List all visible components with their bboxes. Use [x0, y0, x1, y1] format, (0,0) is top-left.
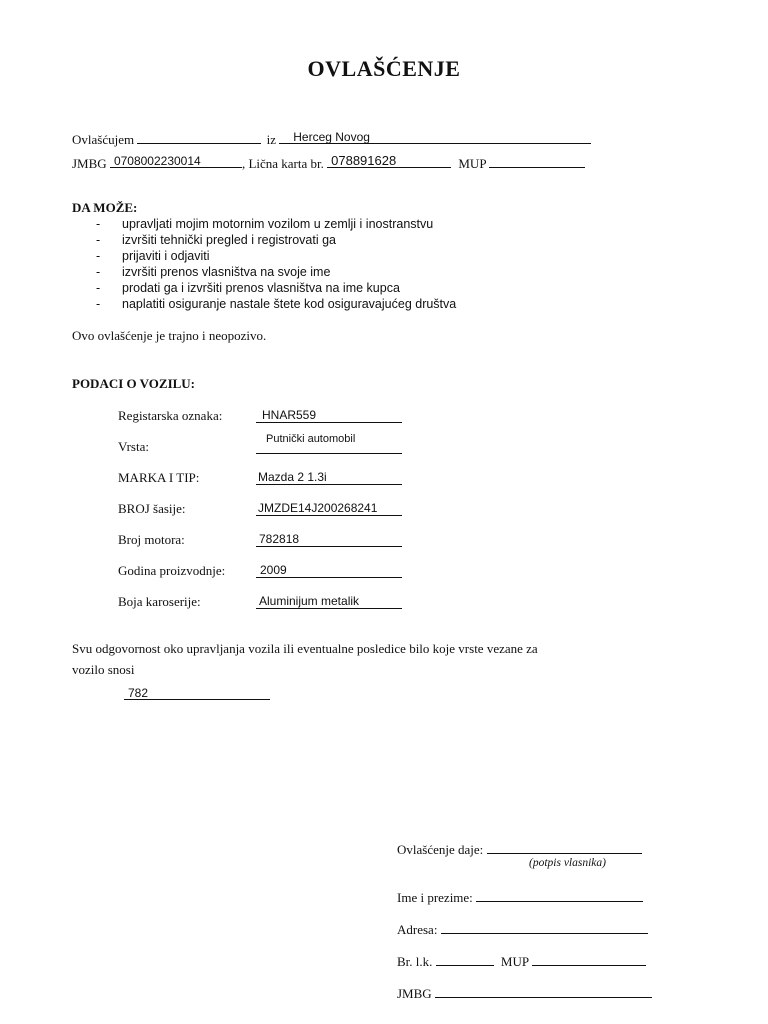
vehicle-row-boja	[118, 594, 408, 612]
odgovornost-line-1: Svu odgovornost oko upravljanja vozila ili eventualne posledice bilo koje vrste vezane za	[72, 641, 538, 656]
sig-jmbg-label: JMBG	[397, 986, 432, 1001]
header-line-1	[72, 129, 591, 148]
ime-label: Ime i prezime:	[397, 890, 473, 905]
list-item: - izvršiti tehnički pregled i registrovati ga	[96, 233, 336, 247]
sasija-field[interactable]: JMZDE14J200268241	[256, 501, 402, 516]
ovlascujem-label: Ovlašćujem	[72, 132, 135, 147]
signature-adresa-row	[397, 920, 648, 938]
motor-label: Broj motora:	[118, 532, 185, 547]
vehicle-row-godina	[118, 563, 408, 581]
daje-label: Ovlašćenje daje:	[397, 842, 484, 857]
vrsta-field[interactable]: Putnički automobil	[256, 432, 402, 454]
vehicle-row-motor	[118, 532, 408, 550]
list-item: - upravljati mojim motornim vozilom u zemlji i inostranstvu	[96, 217, 434, 231]
motor-field[interactable]: 782818	[256, 532, 402, 547]
document-title: OVLAŠĆENJE	[307, 56, 461, 81]
adresa-field[interactable]	[441, 920, 648, 934]
potpis-note: (potpis vlasnika)	[529, 857, 606, 869]
registarska-field[interactable]: HNAR559	[256, 408, 402, 423]
odgovornost-line-2: vozilo snosi	[72, 662, 135, 677]
vehicle-row-registarska	[118, 408, 408, 426]
vehicle-row-marka	[118, 470, 408, 488]
jmbg-field[interactable]: 0708002230014	[110, 154, 242, 168]
sasija-label: BROJ šasije:	[118, 501, 186, 516]
godina-field[interactable]: 2009	[256, 563, 402, 578]
vehicle-row-vrsta	[118, 432, 408, 458]
header-line-2	[72, 153, 585, 172]
brlk-label: Br. l.k.	[397, 954, 433, 969]
mup-field[interactable]	[489, 153, 585, 168]
licna-karta-label: , Lična karta br.	[241, 156, 324, 171]
brlk-field[interactable]	[436, 952, 494, 966]
sig-mup-label: MUP	[500, 954, 529, 969]
marka-label: MARKA I TIP:	[118, 470, 200, 485]
iz-field[interactable]: Herceg Novog	[279, 130, 591, 144]
ime-field[interactable]	[476, 888, 643, 902]
licna-karta-field[interactable]: 078891628	[327, 154, 451, 168]
list-item: - izvršiti prenos vlasništva na svoje ime	[96, 265, 331, 279]
vehicle-heading: PODACI O VOZILU:	[72, 376, 196, 391]
registarska-label: Registarska oznaka:	[118, 408, 223, 423]
trajno-statement: Ovo ovlašćenje je trajno i neopozivo.	[72, 328, 267, 343]
list-item: - prodati ga i izvršiti prenos vlasništva na ime kupca	[96, 281, 400, 295]
permissions-list	[72, 216, 532, 312]
daje-field[interactable]	[487, 840, 642, 854]
jmbg-label: JMBG	[72, 156, 107, 171]
godina-label: Godina proizvodnje:	[118, 563, 226, 578]
signature-jmbg-row	[397, 984, 652, 1002]
iz-label: iz	[266, 132, 276, 147]
mup-label: MUP	[458, 156, 487, 171]
odgovornost-field[interactable]: 782	[124, 686, 270, 700]
signature-ime-row	[397, 888, 643, 906]
vrsta-label: Vrsta:	[118, 439, 149, 454]
sig-mup-field[interactable]	[532, 952, 646, 966]
sig-jmbg-field[interactable]	[435, 984, 652, 998]
boja-field[interactable]: Aluminijum metalik	[256, 594, 402, 609]
signature-daje-row	[397, 840, 642, 858]
list-item: - naplatiti osiguranje nastale štete kod osiguravajućeg društva	[96, 297, 457, 311]
vehicle-row-sasija	[118, 501, 408, 519]
adresa-label: Adresa:	[397, 922, 438, 937]
list-item: - prijaviti i odjaviti	[96, 249, 210, 263]
da-moze-heading: DA MOŽE:	[72, 200, 138, 215]
marka-field[interactable]: Mazda 2 1.3i	[256, 470, 402, 485]
boja-label: Boja karoserije:	[118, 594, 201, 609]
signature-brlk-row	[397, 952, 646, 970]
ovlascujem-field[interactable]	[137, 129, 261, 144]
